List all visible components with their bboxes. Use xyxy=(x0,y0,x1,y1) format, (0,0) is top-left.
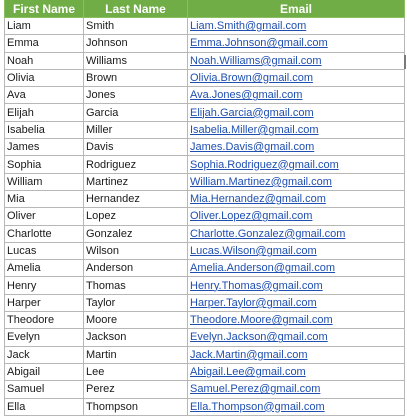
email-link[interactable]: Oliver.Lopez@gmail.com xyxy=(188,208,405,225)
email-link[interactable]: Olivia.Brown@gmail.com xyxy=(188,69,405,86)
last-name-cell[interactable]: Moore xyxy=(84,312,188,329)
last-name-cell[interactable]: Wilson xyxy=(84,242,188,259)
table-row xyxy=(5,225,405,242)
contacts-table xyxy=(4,0,405,416)
email-link[interactable]: William.Martinez@gmail.com xyxy=(188,173,405,190)
email-link[interactable]: Emma.Johnson@gmail.com xyxy=(188,35,405,52)
email-link[interactable]: Theodore.Moore@gmail.com xyxy=(188,312,405,329)
header-last-name[interactable]: Last Name xyxy=(84,0,188,18)
table-row xyxy=(5,173,405,190)
table-row xyxy=(5,69,405,86)
email-link[interactable]: Ella.Thompson@gmail.com xyxy=(188,398,405,415)
table-row xyxy=(5,156,405,173)
header-first-name[interactable]: First Name xyxy=(5,0,84,18)
first-name-cell[interactable]: Olivia xyxy=(5,69,84,86)
table-row xyxy=(5,398,405,415)
table-row xyxy=(5,294,405,311)
last-name-cell[interactable]: Lopez xyxy=(84,208,188,225)
first-name-cell[interactable]: Liam xyxy=(5,18,84,35)
last-name-cell[interactable]: Rodriguez xyxy=(84,156,188,173)
email-link[interactable]: Jack.Martin@gmail.com xyxy=(188,346,405,363)
last-name-cell[interactable]: Miller xyxy=(84,121,188,138)
email-link[interactable]: Mia.Hernandez@gmail.com xyxy=(188,190,405,207)
email-link[interactable]: Charlotte.Gonzalez@gmail.com xyxy=(188,225,405,242)
last-name-cell[interactable]: Jackson xyxy=(84,329,188,346)
table-row xyxy=(5,139,405,156)
table-row xyxy=(5,346,405,363)
first-name-cell[interactable]: Harper xyxy=(5,294,84,311)
last-name-cell[interactable]: Martin xyxy=(84,346,188,363)
first-name-cell[interactable]: Noah xyxy=(5,52,84,69)
table-row xyxy=(5,363,405,380)
last-name-cell[interactable]: Garcia xyxy=(84,104,188,121)
email-link[interactable]: Abigail.Lee@gmail.com xyxy=(188,363,405,380)
email-link[interactable]: Samuel.Perez@gmail.com xyxy=(188,381,405,398)
last-name-cell[interactable]: Williams xyxy=(84,52,188,69)
first-name-cell[interactable]: Sophia xyxy=(5,156,84,173)
last-name-cell[interactable]: Thompson xyxy=(84,398,188,415)
last-name-cell[interactable]: Perez xyxy=(84,381,188,398)
first-name-cell[interactable]: Oliver xyxy=(5,208,84,225)
last-name-cell[interactable]: Martinez xyxy=(84,173,188,190)
email-link[interactable]: Lucas.Wilson@gmail.com xyxy=(188,242,405,259)
first-name-cell[interactable]: James xyxy=(5,139,84,156)
email-link[interactable]: Ava.Jones@gmail.com xyxy=(188,87,405,104)
email-link[interactable]: Elijah.Garcia@gmail.com xyxy=(188,104,405,121)
first-name-cell[interactable]: Evelyn xyxy=(5,329,84,346)
first-name-cell[interactable]: Charlotte xyxy=(5,225,84,242)
email-link[interactable]: Noah.Williams@gmail.com xyxy=(188,52,405,69)
last-name-cell[interactable]: Thomas xyxy=(84,277,188,294)
email-link[interactable]: Isabelia.Miller@gmail.com xyxy=(188,121,405,138)
last-name-cell[interactable]: Smith xyxy=(84,18,188,35)
column-edge-marker xyxy=(404,55,406,69)
table-row xyxy=(5,52,405,69)
first-name-cell[interactable]: Isabelia xyxy=(5,121,84,138)
first-name-cell[interactable]: Amelia xyxy=(5,260,84,277)
last-name-cell[interactable]: Anderson xyxy=(84,260,188,277)
spreadsheet xyxy=(4,0,405,416)
email-link[interactable]: Evelyn.Jackson@gmail.com xyxy=(188,329,405,346)
table-row xyxy=(5,35,405,52)
first-name-cell[interactable]: Ava xyxy=(5,87,84,104)
first-name-cell[interactable]: Lucas xyxy=(5,242,84,259)
table-row xyxy=(5,260,405,277)
first-name-cell[interactable]: Henry xyxy=(5,277,84,294)
table-row xyxy=(5,277,405,294)
table-row xyxy=(5,190,405,207)
email-link[interactable]: Henry.Thomas@gmail.com xyxy=(188,277,405,294)
first-name-cell[interactable]: William xyxy=(5,173,84,190)
table-row xyxy=(5,87,405,104)
table-row xyxy=(5,104,405,121)
table-row xyxy=(5,18,405,35)
last-name-cell[interactable]: Jones xyxy=(84,87,188,104)
first-name-cell[interactable]: Emma xyxy=(5,35,84,52)
email-link[interactable]: Sophia.Rodriguez@gmail.com xyxy=(188,156,405,173)
first-name-cell[interactable]: Theodore xyxy=(5,312,84,329)
first-name-cell[interactable]: Samuel xyxy=(5,381,84,398)
email-link[interactable]: James.Davis@gmail.com xyxy=(188,139,405,156)
table-row xyxy=(5,121,405,138)
table-row xyxy=(5,329,405,346)
header-email[interactable]: Email xyxy=(188,0,405,18)
last-name-cell[interactable]: Lee xyxy=(84,363,188,380)
table-row xyxy=(5,208,405,225)
last-name-cell[interactable]: Hernandez xyxy=(84,190,188,207)
first-name-cell[interactable]: Mia xyxy=(5,190,84,207)
first-name-cell[interactable]: Jack xyxy=(5,346,84,363)
email-link[interactable]: Amelia.Anderson@gmail.com xyxy=(188,260,405,277)
first-name-cell[interactable]: Elijah xyxy=(5,104,84,121)
header-row xyxy=(5,0,405,18)
last-name-cell[interactable]: Davis xyxy=(84,139,188,156)
email-link[interactable]: Liam.Smith@gmail.com xyxy=(188,18,405,35)
email-link[interactable]: Harper.Taylor@gmail.com xyxy=(188,294,405,311)
last-name-cell[interactable]: Gonzalez xyxy=(84,225,188,242)
last-name-cell[interactable]: Brown xyxy=(84,69,188,86)
table-row xyxy=(5,242,405,259)
table-row xyxy=(5,312,405,329)
last-name-cell[interactable]: Taylor xyxy=(84,294,188,311)
first-name-cell[interactable]: Abigail xyxy=(5,363,84,380)
table-row xyxy=(5,381,405,398)
last-name-cell[interactable]: Johnson xyxy=(84,35,188,52)
first-name-cell[interactable]: Ella xyxy=(5,398,84,415)
